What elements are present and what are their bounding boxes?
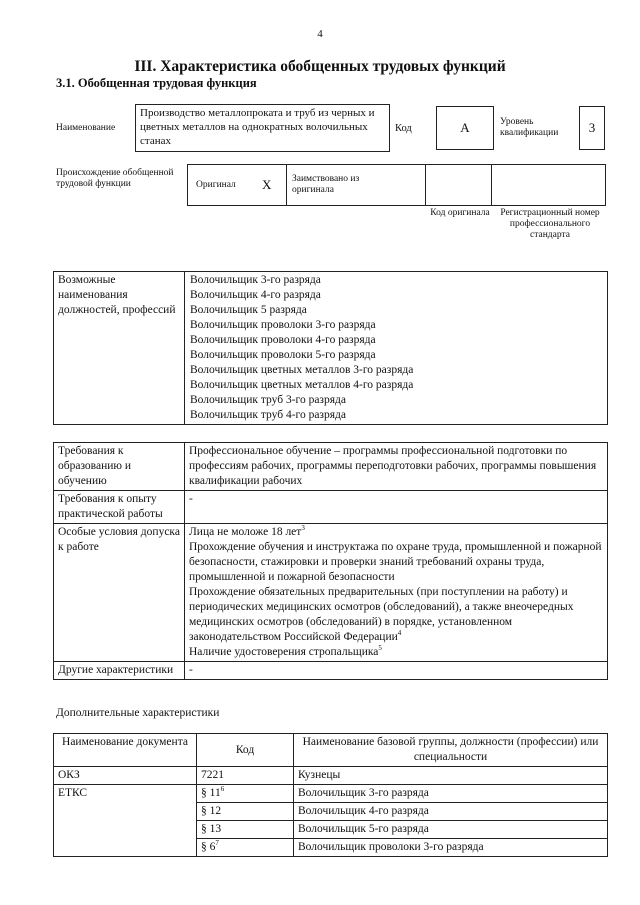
- additional-title: Дополнительные характеристики: [56, 707, 220, 719]
- row-name: Волочильщик 5-го разряда: [294, 821, 608, 839]
- profession-item: Волочильщик труб 3-го разряда: [190, 394, 346, 406]
- footnote-ref: 4: [397, 629, 402, 638]
- profession-item: Волочильщик 3-го разряда: [190, 274, 321, 286]
- original-mark: X: [262, 177, 272, 192]
- table-row: [54, 785, 608, 803]
- origin-label: Происхождение обобщенной трудовой функции: [56, 168, 174, 189]
- row-name: Волочильщик 3-го разряда: [294, 785, 608, 803]
- profession-item: Волочильщик 4-го разряда: [190, 289, 321, 301]
- condition-item: Наличие удостоверения стропальщика$^5$: [189, 644, 382, 658]
- level-label: Уровень квалификации: [500, 117, 559, 138]
- other-value: -: [185, 662, 608, 680]
- experience-value: -: [185, 491, 608, 524]
- profession-item: Волочильщик 5 разряда: [190, 304, 307, 316]
- professions-list: [185, 272, 608, 425]
- row-code: § 13: [197, 821, 294, 839]
- row-code: § $11^6$: [197, 785, 294, 803]
- additional-table: [53, 733, 608, 857]
- profession-item: Волочильщик проволоки 5-го разряда: [190, 349, 376, 361]
- col-code-header: Код: [197, 734, 294, 767]
- profession-item: Волочильщик проволоки 3-го разряда: [190, 319, 376, 331]
- page-number: 4: [317, 28, 323, 40]
- row-code: § 12: [197, 803, 294, 821]
- row-name: Кузнецы: [294, 767, 608, 785]
- condition-item: Лица не моложе 18 лет$^3$: [189, 524, 305, 538]
- education-value: Профессиональное обучение – программы профессиональной подготовки по профессиям рабочих, программы переподготовки рабочих, программы повышения квалификации рабочих: [185, 443, 608, 491]
- other-label: Другие характеристики: [54, 662, 185, 680]
- experience-label: Требования к опыту практической работы: [54, 491, 185, 524]
- row-name: Волочильщик проволоки 3-го разряда: [294, 839, 608, 857]
- row-name: Волочильщик 4-го разряда: [294, 803, 608, 821]
- reg-caption: Регистрационный номер профессионального стандарта: [500, 208, 600, 240]
- education-label: Требования к образованию и обучению: [54, 443, 185, 491]
- profession-item: Волочильщик труб 4-го разряда: [190, 409, 346, 421]
- profession-item: Волочильщик цветных металлов 3-го разряда: [190, 364, 414, 376]
- original-label: Оригинал: [196, 180, 236, 190]
- footnote-ref: 3: [301, 524, 305, 533]
- row-doc: ЕТКС: [54, 785, 197, 857]
- condition-item: Прохождение обязательных предварительных (при поступлении на работу) и периодических медицинских осмотров (обследований), а также внеочередных медицинских осмотров (обследований) в порядке, установленном законодательством Российской Федерации$^4$: [189, 586, 574, 643]
- section-title: III. Характеристика обобщенных трудовых функций: [134, 58, 506, 75]
- requirements-table: [53, 442, 608, 680]
- divider: [286, 165, 287, 205]
- origin-table: [187, 164, 606, 206]
- table-row: [54, 767, 608, 785]
- profession-item: Волочильщик проволоки 4-го разряда: [190, 334, 376, 346]
- row-code: 7221: [197, 767, 294, 785]
- footnote-ref: 7: [215, 839, 219, 848]
- professions-table: [53, 271, 608, 425]
- level-value: 3: [579, 106, 605, 150]
- footnote-ref: 6: [220, 785, 225, 794]
- function-name: Производство металлопроката и труб из черных и цветных металлов на однократных волочильных станах: [135, 104, 390, 152]
- footnote-ref: 5: [378, 644, 382, 653]
- conditions-list: [185, 524, 608, 662]
- subsection-title: 3.1. Обобщенная трудовая функция: [56, 76, 257, 90]
- code-value: А: [436, 106, 494, 150]
- col-doc-header: Наименование документа: [54, 734, 197, 767]
- code-caption: Код оригинала: [430, 208, 490, 218]
- divider: [491, 165, 492, 205]
- professions-label: Возможные наименования должностей, профессий: [54, 272, 185, 425]
- borrowed-label: Заимствовано из оригинала: [292, 174, 360, 195]
- profession-item: Волочильщик цветных металлов 4-го разряда: [190, 379, 414, 391]
- divider: [425, 165, 426, 205]
- code-label: Код: [395, 123, 412, 134]
- row-code: § $6^7$: [197, 839, 294, 857]
- col-name-header: Наименование базовой группы, должности (профессии) или специальности: [294, 734, 608, 767]
- row-doc: ОКЗ: [54, 767, 197, 785]
- condition-item: Прохождение обучения и инструктажа по охране труда, промышленной и пожарной безопасности, стажировки и проверки знаний требований охраны труда, промышленной и пожарной безопасности: [189, 541, 602, 583]
- name-label: Наименование: [56, 123, 116, 133]
- conditions-label: Особые условия допуска к работе: [54, 524, 185, 662]
